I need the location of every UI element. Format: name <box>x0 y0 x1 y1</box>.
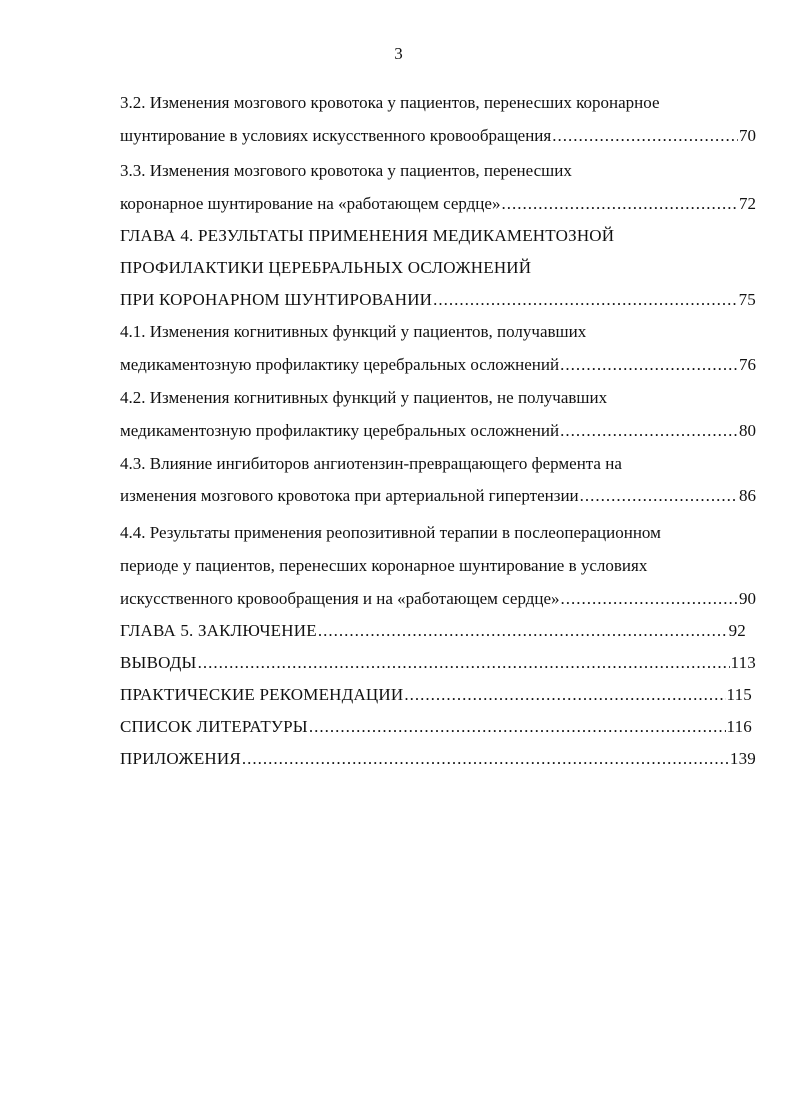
toc-entry-4-3[interactable] <box>120 485 756 507</box>
toc-conclusions[interactable] <box>120 652 756 674</box>
toc-entry-3-2-page: 70 <box>739 126 756 145</box>
toc-entry-4-1[interactable] <box>120 354 756 376</box>
toc-conclusions-page: 113 <box>730 653 756 672</box>
leader-dots <box>560 420 738 442</box>
toc-entry-4-3-line-1: 4.3. Влияние ингибиторов ангиотензин-превращающего фермента на <box>120 454 622 473</box>
toc-chapter-4-page: 75 <box>738 290 756 309</box>
toc-entry-4-1-page: 76 <box>739 355 756 374</box>
toc-entry-4-4-line-1: 4.4. Результаты применения реопозитивной терапии в послеоперационном <box>120 523 661 542</box>
toc-chapter-5[interactable] <box>120 620 746 642</box>
toc-entry-3-3[interactable] <box>120 193 756 215</box>
leader-dots <box>501 193 738 215</box>
toc-chapter-4-line-2: ПРОФИЛАКТИКИ ЦЕРЕБРАЛЬНЫХ ОСЛОЖНЕНИЙ <box>120 258 532 277</box>
toc-references-page: 116 <box>726 717 752 736</box>
toc-appendices-page: 139 <box>729 749 756 768</box>
toc-references[interactable] <box>120 716 752 738</box>
toc-conclusions-title: ВЫВОДЫ <box>120 653 197 672</box>
toc-references-title: СПИСОК ЛИТЕРАТУРЫ <box>120 717 308 736</box>
toc-entry-4-2-line-1: 4.2. Изменения когнитивных функций у пациентов, не получавших <box>120 388 608 407</box>
leader-dots <box>433 289 737 311</box>
toc-recommendations-title: ПРАКТИЧЕСКИЕ РЕКОМЕНДАЦИИ <box>120 685 404 704</box>
toc-entry-4-4[interactable] <box>120 588 756 610</box>
leader-dots <box>561 588 738 610</box>
toc-entry-4-2[interactable] <box>120 420 756 442</box>
leader-dots <box>552 125 738 147</box>
leader-dots <box>404 684 725 706</box>
toc-chapter-4-line-3: ПРИ КОРОНАРНОМ ШУНТИРОВАНИИ <box>120 290 433 309</box>
toc-recommendations[interactable] <box>120 684 752 706</box>
toc-appendices-title: ПРИЛОЖЕНИЯ <box>120 749 241 768</box>
toc-chapter-4-line-1: ГЛАВА 4. РЕЗУЛЬТАТЫ ПРИМЕНЕНИЯ МЕДИКАМЕНТОЗНОЙ <box>120 226 615 245</box>
toc-entry-3-3-line-2: коронарное шунтирование на «работающем сердце» <box>120 194 501 213</box>
leader-dots <box>560 354 738 376</box>
toc-entry-4-2-page: 80 <box>739 421 756 440</box>
toc-entry-4-2-line-2: медикаментозную профилактику церебральных осложнений <box>120 421 560 440</box>
toc-entry-3-3-line-1: 3.3. Изменения мозгового кровотока у пациентов, перенесших <box>120 161 572 180</box>
toc-entry-4-4-line-3: искусственного кровообращения и на «работающем сердце» <box>120 589 560 608</box>
toc-entry-4-1-line-2: медикаментозную профилактику церебральных осложнений <box>120 355 560 374</box>
toc-chapter-5-page: 92 <box>728 621 746 640</box>
toc-entry-3-3-page: 72 <box>739 194 756 213</box>
toc-entry-3-2-line-1: 3.2. Изменения мозгового кровотока у пациентов, перенесших коронарное <box>120 93 660 112</box>
leader-dots <box>309 716 726 738</box>
page-number: 3 <box>394 44 403 63</box>
leader-dots <box>198 652 730 674</box>
toc-entry-4-4-line-2: периоде у пациентов, перенесших коронарное шунтирование в условиях <box>120 556 648 575</box>
toc-chapter-5-title: ГЛАВА 5. ЗАКЛЮЧЕНИЕ <box>120 621 317 640</box>
toc-entry-4-3-page: 86 <box>739 486 756 505</box>
leader-dots <box>580 485 738 507</box>
leader-dots <box>242 748 729 770</box>
toc-entry-4-3-line-2: изменения мозгового кровотока при артериальной гипертензии <box>120 486 579 505</box>
toc-entry-3-2-line-2: шунтирование в условиях искусственного кровообращения <box>120 126 552 145</box>
toc-entry-4-1-line-1: 4.1. Изменения когнитивных функций у пациентов, получавших <box>120 322 587 341</box>
toc-chapter-4[interactable] <box>120 289 756 311</box>
toc-appendices[interactable] <box>120 748 756 770</box>
leader-dots <box>318 620 728 642</box>
toc-entry-3-2[interactable] <box>120 125 756 147</box>
toc-entry-4-4-page: 90 <box>739 589 756 608</box>
toc-recommendations-page: 115 <box>726 685 752 704</box>
